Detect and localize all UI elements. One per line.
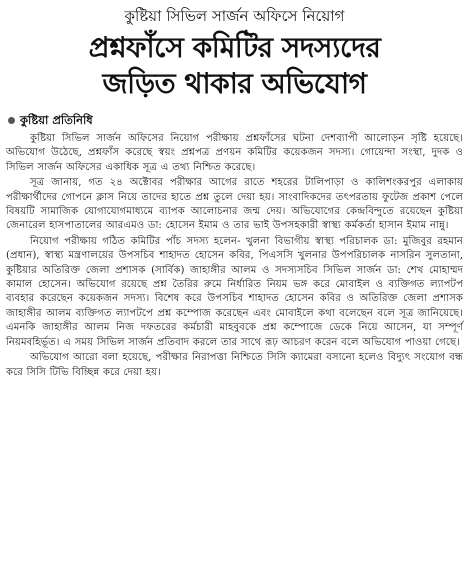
article-body: [6, 132, 463, 380]
article-paragraph: অভিযোগ আরো বলা হয়েছে, পরীক্ষার নিরাপত্তা নিশ্চিতে সিসি ক্যামেরা বসানো হলেও বিদ্যুৎ সংযোগ বন্ধ করে সিসি টিভি বিচ্ছিন্ন করে দেয়া হয়।: [6, 352, 463, 378]
article-paragraph: কুষ্টিয়া সিভিল সার্জন অফিসের নিয়োগ পরীক্ষায় প্রশ্নফাঁসের ঘটনা দেশব্যাপী আলোড়ন সৃষ্টি হয়েছে। অভিযোগ উঠেছে, প্রশ্নফাঁস করেছে স্বয়ং প্রশ্নপত্র প্রণয়ন কমিটির কয়েকজন সদস্য। গোয়েন্দা সংস্থা, দুদক ও সিভিল সার্জন অফিসের একাধিক সূত্র এ তথ্য নিশ্চিত করেছে।: [6, 133, 463, 173]
headline-line-1: প্রশ্নফাঁসে কমিটির সদস্যদের: [88, 31, 381, 64]
bullet-icon: [8, 117, 15, 124]
article-paragraph: নিয়োগ পরীক্ষায় গঠিত কমিটির পাঁচ সদস্য হলেন- খুলনা বিভাগীয় স্বাস্থ্য পরিচালক ডা: মুজিবুর রহমান (প্রধান), স্বাস্থ্য মন্ত্রণালয়ের উপসচিব শাহাদত হোসেন কবির, পিএসসি খুলনার উপপরিচালক নাসরিন সুলতানা, কুষ্টিয়ার অতিরিক্ত জেলা প্রশাসক (সার্বিক) জাহাঙ্গীর আলম ও সদস্যসচিব সিভিল সার্জন ডা: শেখ মোহাম্মদ কামাল হোসেন। অভিযোগ রয়েছে প্রশ্ন তৈরির রুমে নির্ধারিত নিয়ম ভঙ্গ করে মোবাইল ও ব্যক্তিগত ল্যাপটপ ব্যবহার করেছেন কয়েকজন সদস্য। বিশেষ করে উপসচিব শাহাদত হোসেন কবির ও অতিরিক্ত জেলা প্রশাসক জাহাঙ্গীর আলম ব্যক্তিগত ল্যাপটপে প্রশ্ন কম্পোজ করেছেন এবং মোবাইলে কথা বলেছেন বলে সূত্র জানিয়েছে। এমনকি জাহাঙ্গীর আলম নিজ দফতরের কর্মচারী মাহবুবকে প্রশ্ন কম্পোজে ডেকে নিয়ে আসেন, যা সম্পূর্ণ নিয়মবহির্ভূত। এ সময় সিভিল সার্জন প্রতিবাদ করলে তার সাথে রূঢ় আচরণ করেন বলে অভিযোগ পাওয়া গেছে।: [6, 235, 463, 348]
headline-line-2: জড়িত থাকার অভিযোগ: [102, 67, 367, 100]
byline: [8, 112, 463, 128]
article-kicker: কুষ্টিয়া সিভিল সার্জন অফিসে নিয়োগ: [124, 7, 345, 25]
byline-text: কুষ্টিয়া প্রতিনিধি: [20, 113, 93, 127]
article-paragraph: সূত্র জানায়, গত ২৪ অক্টোবর পরীক্ষার আগের রাতে শহরের টালিপাড়া ও কালিশংকরপুর এলাকায় পরীক্ষার্থীদের গোপনে ক্লাস নিয়ে তাদের হাতে প্রশ্ন তুলে দেয়া হয়। সাংবাদিকদের তৎপরতায় ফুটেজ প্রকাশ পেলে বিষয়টি সামাজিক যোগাযোগমাধ্যমে ব্যাপক আলোচনার জন্ম দেয়। অভিযোগের কেন্দ্রবিন্দুতে রয়েছেন কুষ্টিয়া জেনারেল হাসপাতালের আরএমও ডা: হোসেন ইমাম ও তার ভাই উপসহকারী স্বাস্থ্য কর্মকর্তা হাসান ইমাম নান্নু।: [6, 177, 463, 232]
